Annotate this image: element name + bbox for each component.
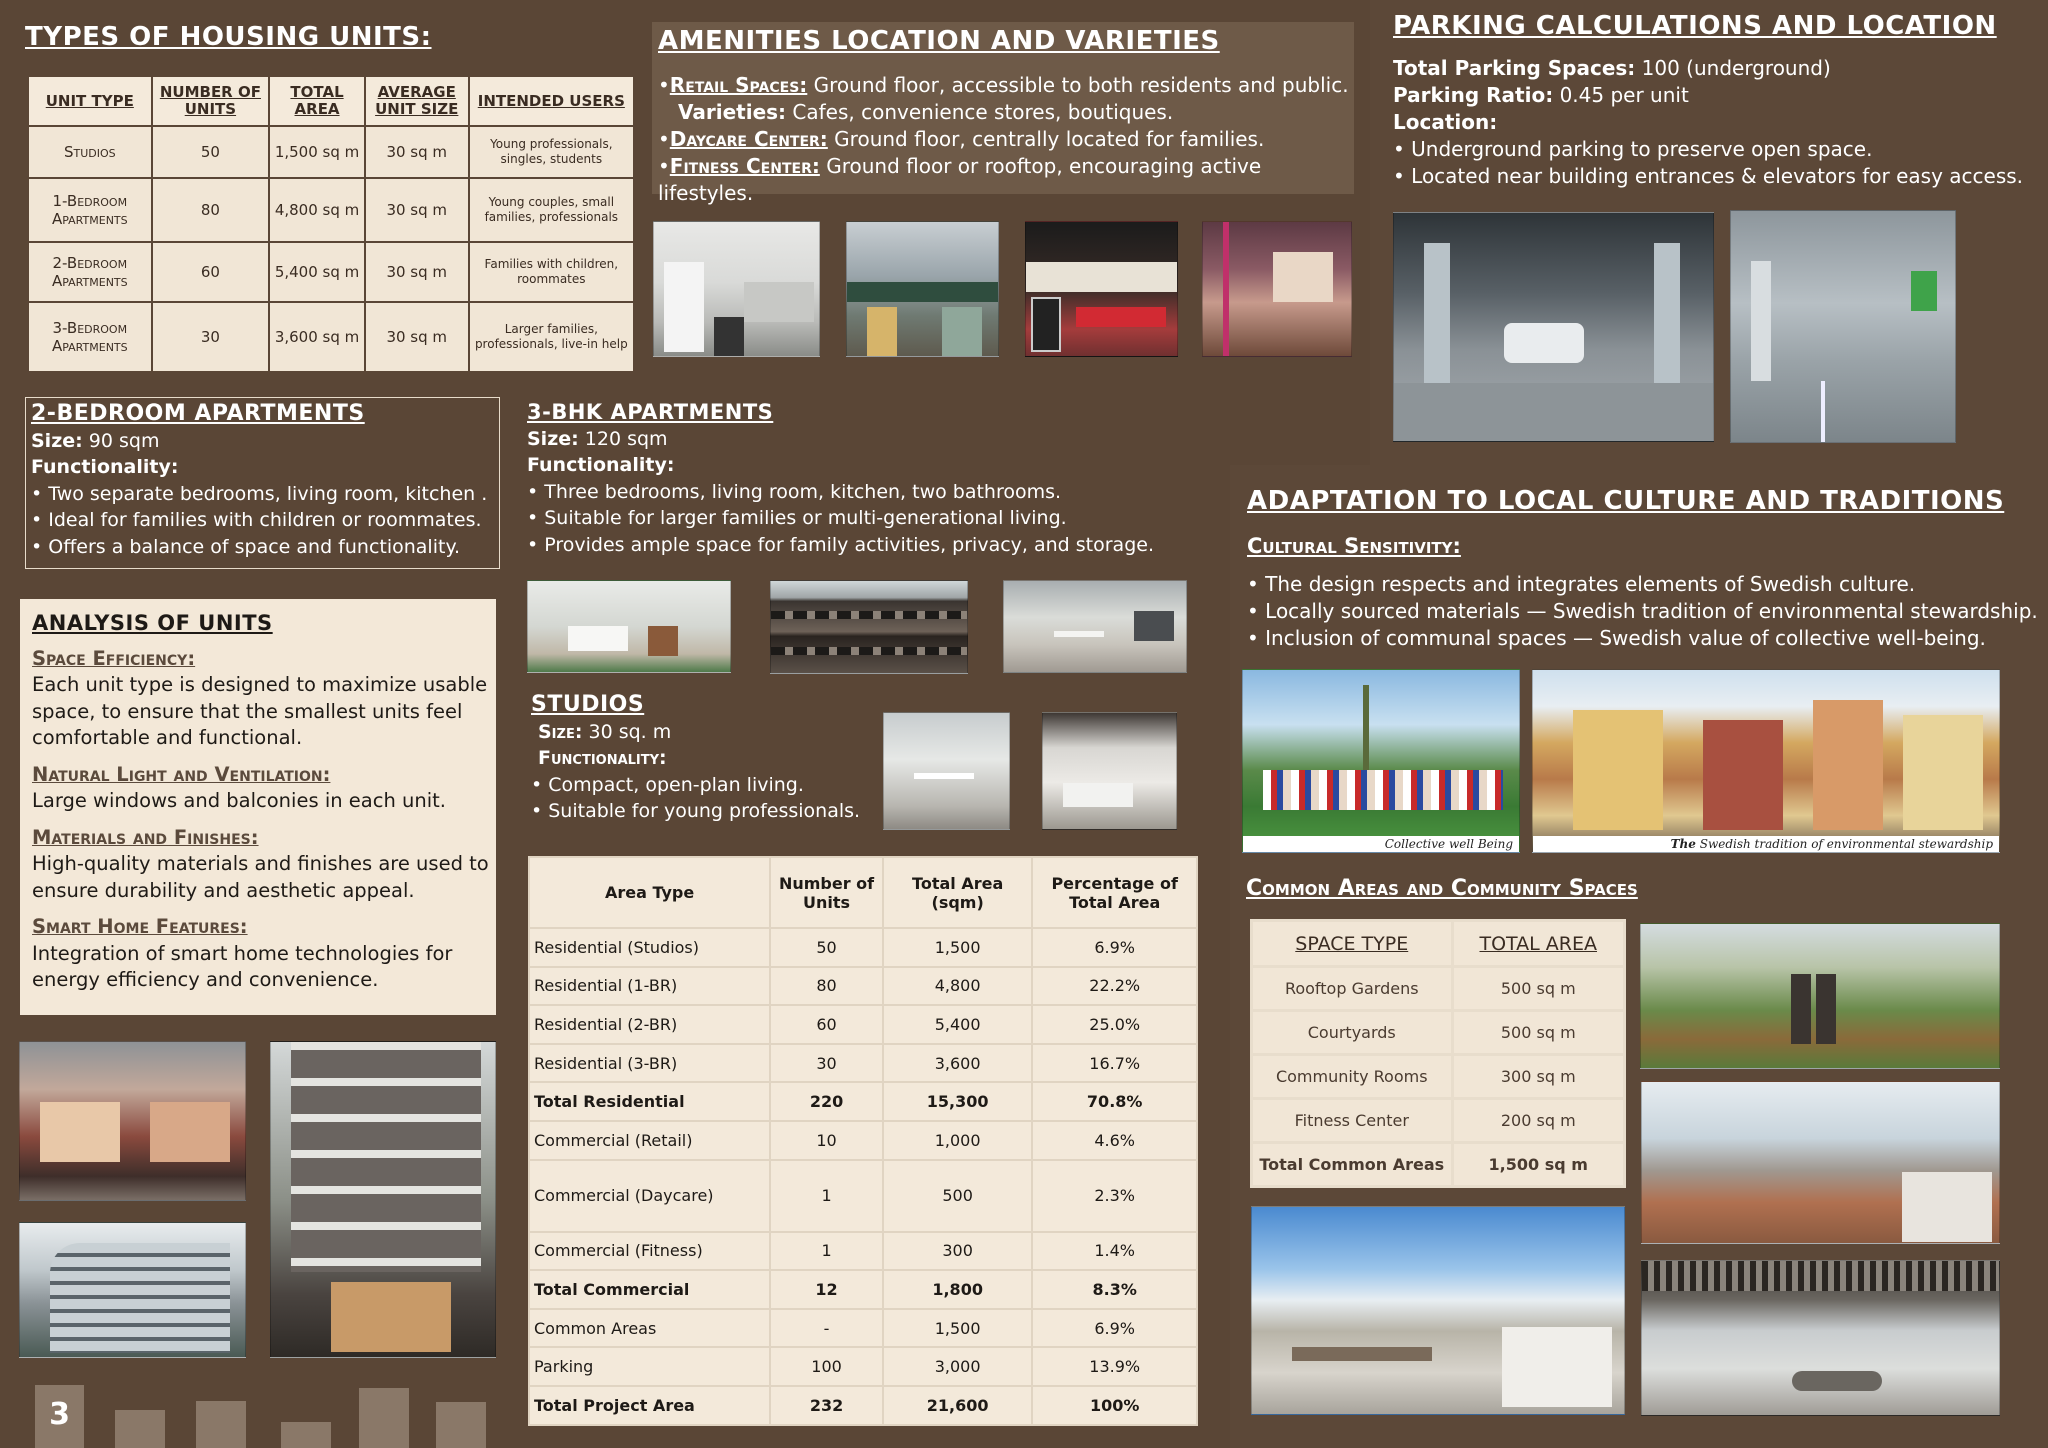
studios-title: STUDIOS [531, 692, 645, 717]
housing-cell-users: Larger families, professionals, live-in help [469, 302, 634, 372]
area-cell-units: 60 [770, 1005, 883, 1044]
common-cell-type: Courtyards [1252, 1011, 1453, 1055]
area-cell-area: 300 [883, 1232, 1032, 1271]
tower-facade-photo [270, 1041, 496, 1358]
two-bed-bullet-3: • Offers a balance of space and functionality. [31, 535, 461, 558]
rooftop-terrace-photo [1641, 1081, 2000, 1244]
office-photo [653, 221, 820, 357]
area-row [529, 1005, 1197, 1044]
storefront-photo [846, 221, 999, 357]
common-row [1252, 967, 1625, 1011]
studios-size-value: 30 sq. m [582, 720, 672, 743]
underground-parking-photo-1 [1393, 212, 1714, 442]
studio-living-photo [1042, 712, 1177, 830]
analysis-s4-text: Integration of smart home technologies for energy efficiency and convenience. [32, 941, 453, 991]
common-header-type: SPACE TYPE [1252, 921, 1453, 967]
common-cell-area: 300 sq m [1452, 1055, 1624, 1099]
culture-bullets [1247, 571, 2047, 652]
daycare-text: Ground floor, centrally located for families. [827, 127, 1265, 151]
housing-cell-number: 30 [152, 302, 270, 372]
area-cell-type: Commercial (Daycare) [529, 1160, 770, 1232]
housing-cell-area: 5,400 sq m [269, 242, 365, 302]
deco-bar-1 [115, 1410, 165, 1448]
common-cell-area: 200 sq m [1452, 1099, 1624, 1143]
housing-cell-avg: 30 sq m [365, 126, 469, 178]
area-cell-area: 1,500 [883, 1309, 1032, 1348]
analysis-s1-title: Space Efficiency: [32, 646, 196, 670]
area-cell-type: Commercial (Retail) [529, 1121, 770, 1160]
curved-building-photo [19, 1222, 246, 1358]
midsummer-photo [1242, 669, 1520, 853]
common-cell-type: Fitness Center [1252, 1099, 1453, 1143]
daycare-label: Daycare Center: [669, 127, 828, 151]
housing-cell-number: 60 [152, 242, 270, 302]
amenities-text: •Retail Spaces: Ground floor, accessible to both residents and public. Varieties: Cafes, convenience stores, boutiques. •Daycare Center: Ground floor, centrally located for families. •Fitness Center: Ground floor or rooftop, encouraging active lifestyles. [658, 73, 1349, 205]
area-cell-units: 12 [770, 1270, 883, 1309]
area-row [529, 1386, 1197, 1425]
area-cell-type: Residential (1-BR) [529, 967, 770, 1006]
area-cell-type: Residential (2-BR) [529, 1005, 770, 1044]
analysis-title: ANALYSIS OF UNITS [32, 611, 273, 635]
area-cell-area: 3,600 [883, 1044, 1032, 1083]
area-cell-area: 1,800 [883, 1270, 1032, 1309]
retail-label: Retail Spaces: [669, 73, 808, 97]
studios-size-label: Size: [538, 720, 583, 743]
common-cell-area: 1,500 sq m [1452, 1143, 1624, 1187]
area-row [529, 1082, 1197, 1121]
area-cell-pct: 1.4% [1032, 1232, 1197, 1271]
common-cell-type: Rooftop Gardens [1252, 967, 1453, 1011]
common-cell-type: Community Rooms [1252, 1055, 1453, 1099]
dining-room-photo [1003, 580, 1187, 673]
common-title: Common Areas and Community Spaces [1246, 876, 1638, 901]
housing-cell-type: Studios [28, 126, 152, 178]
housing-cell-area: 3,600 sq m [269, 302, 365, 372]
varieties-label: Varieties: [678, 100, 787, 124]
analysis-s2-title: Natural Light and Ventilation: [32, 762, 331, 786]
parking-total-value: 100 (underground) [1635, 56, 1831, 80]
area-cell-area: 1,500 [883, 928, 1032, 967]
three-bhk-bullet-3: • Provides ample space for family activities, privacy, and storage. [527, 533, 1154, 556]
retail-facade-photo [19, 1041, 246, 1201]
parking-total-label: Total Parking Spaces: [1393, 56, 1636, 80]
area-cell-pct: 6.9% [1032, 1309, 1197, 1348]
analysis-s4-title: Smart Home Features: [32, 915, 248, 938]
cafe-photo [1025, 221, 1178, 357]
area-cell-area: 3,000 [883, 1347, 1032, 1386]
two-bed-func-label: Functionality: [31, 456, 179, 478]
area-cell-units: 10 [770, 1121, 883, 1160]
common-row [1252, 1011, 1625, 1055]
area-cell-type: Total Commercial [529, 1270, 770, 1309]
area-cell-units: 30 [770, 1044, 883, 1083]
varieties-text: Cafes, convenience stores, boutiques. [786, 100, 1174, 124]
area-cell-type: Parking [529, 1347, 770, 1386]
area-cell-area: 5,400 [883, 1005, 1032, 1044]
area-cell-units: 1 [770, 1160, 883, 1232]
area-cell-pct: 16.7% [1032, 1044, 1197, 1083]
area-row [529, 1309, 1197, 1348]
area-cell-pct: 8.3% [1032, 1270, 1197, 1309]
glass-pavilion-photo [1641, 1260, 2000, 1416]
housing-cell-avg: 30 sq m [365, 242, 469, 302]
area-cell-pct: 100% [1032, 1386, 1197, 1425]
area-cell-pct: 13.9% [1032, 1347, 1197, 1386]
area-cell-area: 21,600 [883, 1386, 1032, 1425]
stockholm-caption-text: Swedish tradition of environmental stewardship [1695, 837, 1993, 851]
two-bed-title: 2-BEDROOM APARTMENTS [31, 401, 365, 426]
rooftop-lounge-photo [1251, 1206, 1625, 1415]
area-row [529, 1347, 1197, 1386]
two-bed-size-value: 90 sqm [82, 429, 160, 452]
housing-table [27, 75, 635, 373]
area-row [529, 1044, 1197, 1083]
studios-bullet-2: • Suitable for young professionals. [531, 800, 861, 822]
amenities-title: AMENITIES LOCATION AND VARIETIES [658, 26, 1220, 56]
analysis-s2-text: Large windows and balconies in each unit. [32, 789, 446, 812]
area-cell-pct: 2.3% [1032, 1160, 1197, 1232]
area-header-pct: Percentage of Total Area [1032, 857, 1197, 928]
housing-cell-number: 80 [152, 178, 270, 242]
housing-row [28, 302, 634, 372]
stockholm-caption [1533, 836, 1999, 852]
common-header-area: TOTAL AREA [1452, 921, 1624, 967]
studio-dining-photo [883, 712, 1010, 830]
area-cell-type: Residential (3-BR) [529, 1044, 770, 1083]
parking-bullet-1: • Underground parking to preserve open space. [1393, 137, 1873, 161]
housing-header-area: TOTAL AREA [269, 76, 365, 126]
common-cell-area: 500 sq m [1452, 1011, 1624, 1055]
two-bed-size-label: Size: [31, 429, 83, 452]
area-cell-pct: 4.6% [1032, 1121, 1197, 1160]
housing-cell-area: 4,800 sq m [269, 178, 365, 242]
area-header-area: Total Area (sqm) [883, 857, 1032, 928]
housing-row [28, 242, 634, 302]
terrace-housing-photo [770, 580, 968, 674]
area-row [529, 1160, 1197, 1232]
two-bed-bullet-1: • Two separate bedrooms, living room, kitchen . [31, 482, 488, 505]
living-room-photo [527, 580, 731, 673]
area-cell-pct: 70.8% [1032, 1082, 1197, 1121]
area-cell-area: 4,800 [883, 967, 1032, 1006]
area-cell-type: Residential (Studios) [529, 928, 770, 967]
area-cell-type: Total Residential [529, 1082, 770, 1121]
area-cell-area: 15,300 [883, 1082, 1032, 1121]
culture-bullet-3: • Inclusion of communal spaces — Swedish value of collective well-being. [1247, 626, 1986, 650]
analysis-s3-text: High-quality materials and finishes are used to ensure durability and aesthetic appeal. [32, 852, 489, 902]
housing-cell-area: 1,500 sq m [269, 126, 365, 178]
retail-text: Ground floor, accessible to both residents and public. [807, 73, 1349, 97]
area-cell-units: 232 [770, 1386, 883, 1425]
culture-title: ADAPTATION TO LOCAL CULTURE AND TRADITIONS [1247, 486, 2005, 516]
housing-row [28, 126, 634, 178]
housing-header-number: NUMBER OF UNITS [152, 76, 270, 126]
area-cell-type: Commercial (Fitness) [529, 1232, 770, 1271]
rooftop-garden-photo [1640, 923, 2000, 1069]
three-bhk-bullet-2: • Suitable for larger families or multi-generational living. [527, 507, 1067, 529]
common-row [1252, 1143, 1625, 1187]
area-cell-units: 50 [770, 928, 883, 967]
area-table [528, 856, 1198, 1426]
housing-cell-type: 1-Bedroom Apartments [28, 178, 152, 242]
housing-header-unit-type: UNIT TYPE [28, 76, 152, 126]
analysis-s3-title: Materials and Finishes: [32, 825, 259, 849]
housing-cell-users: Young professionals, singles, students [469, 126, 634, 178]
parking-ratio-label: Parking Ratio: [1393, 83, 1554, 107]
area-cell-units: 1 [770, 1232, 883, 1271]
area-cell-units: 100 [770, 1347, 883, 1386]
parking-location-label: Location: [1393, 110, 1498, 134]
fitness-text: Ground floor or rooftop, encouraging active lifestyles. [658, 154, 1262, 205]
area-header-units: Number of Units [770, 857, 883, 928]
three-bhk-title: 3-BHK APARTMENTS [527, 400, 774, 424]
parking-ratio-value: 0.45 per unit [1553, 83, 1689, 107]
housing-cell-number: 50 [152, 126, 270, 178]
studios-text [531, 692, 891, 825]
parking-bullet-2: • Located near building entrances & elevators for easy access. [1393, 164, 2024, 188]
area-cell-pct: 25.0% [1032, 1005, 1197, 1044]
area-cell-pct: 6.9% [1032, 928, 1197, 967]
deco-bar-5 [436, 1402, 486, 1448]
area-cell-pct: 22.2% [1032, 967, 1197, 1006]
fitness-label: Fitness Center: [669, 154, 820, 178]
stockholm-old-town-photo [1532, 669, 2000, 853]
studios-func-label: Functionality: [538, 747, 667, 769]
common-row [1252, 1055, 1625, 1099]
parking-text [1393, 55, 2033, 190]
area-cell-area: 500 [883, 1160, 1032, 1232]
housing-cell-users: Families with children, roommates [469, 242, 634, 302]
area-cell-units: - [770, 1309, 883, 1348]
deco-bar-3 [281, 1422, 331, 1448]
housing-header-avg: AVERAGE UNIT SIZE [365, 76, 469, 126]
deco-bar-2 [196, 1401, 246, 1448]
culture-bullet-1: • The design respects and integrates elements of Swedish culture. [1247, 572, 1916, 596]
area-row [529, 967, 1197, 1006]
mall-photo [1202, 221, 1352, 357]
area-cell-type: Common Areas [529, 1309, 770, 1348]
housing-cell-type: 2-Bedroom Apartments [28, 242, 152, 302]
common-cell-type: Total Common Areas [1252, 1143, 1453, 1187]
culture-bullet-2: • Locally sourced materials — Swedish tradition of environmental stewardship. [1247, 599, 2038, 623]
area-cell-units: 220 [770, 1082, 883, 1121]
two-bed-text [31, 401, 501, 560]
analysis-s1-text: Each unit type is designed to maximize usable space, to ensure that the smallest units feel comfortable and functional. [32, 673, 488, 749]
housing-cell-avg: 30 sq m [365, 178, 469, 242]
housing-row [28, 178, 634, 242]
housing-cell-type: 3-Bedroom Apartments [28, 302, 152, 372]
culture-sub: Cultural Sensitivity: [1247, 534, 1461, 558]
three-bhk-text [527, 399, 1227, 558]
studios-bullet-1: • Compact, open-plan living. [531, 773, 804, 796]
area-header-type: Area Type [529, 857, 770, 928]
housing-cell-users: Young couples, small families, professionals [469, 178, 634, 242]
deco-bar-4 [359, 1388, 409, 1448]
three-bhk-func-label: Functionality: [527, 454, 675, 476]
three-bhk-bullet-1: • Three bedrooms, living room, kitchen, two bathrooms. [527, 480, 1062, 503]
two-bed-bullet-2: • Ideal for families with children or roommates. [31, 509, 482, 531]
page-number: 3 [49, 1397, 70, 1432]
area-row [529, 1270, 1197, 1309]
area-cell-units: 80 [770, 967, 883, 1006]
housing-title: TYPES OF HOUSING UNITS: [25, 22, 432, 52]
area-cell-area: 1,000 [883, 1121, 1032, 1160]
stockholm-caption-bold: The [1670, 837, 1696, 851]
analysis-text [32, 610, 492, 994]
parking-title: PARKING CALCULATIONS AND LOCATION [1393, 11, 1997, 41]
three-bhk-size-value: 120 sqm [578, 427, 668, 450]
housing-header-users: INTENDED USERS [469, 76, 634, 126]
housing-cell-avg: 30 sq m [365, 302, 469, 372]
area-row [529, 1232, 1197, 1271]
three-bhk-size-label: Size: [527, 427, 579, 450]
common-table [1250, 919, 1626, 1188]
common-row [1252, 1099, 1625, 1143]
midsummer-caption: Collective well Being [1243, 836, 1519, 852]
area-cell-type: Total Project Area [529, 1386, 770, 1425]
underground-parking-photo-2 [1730, 210, 1956, 443]
area-row [529, 928, 1197, 967]
area-row [529, 1121, 1197, 1160]
common-cell-area: 500 sq m [1452, 967, 1624, 1011]
